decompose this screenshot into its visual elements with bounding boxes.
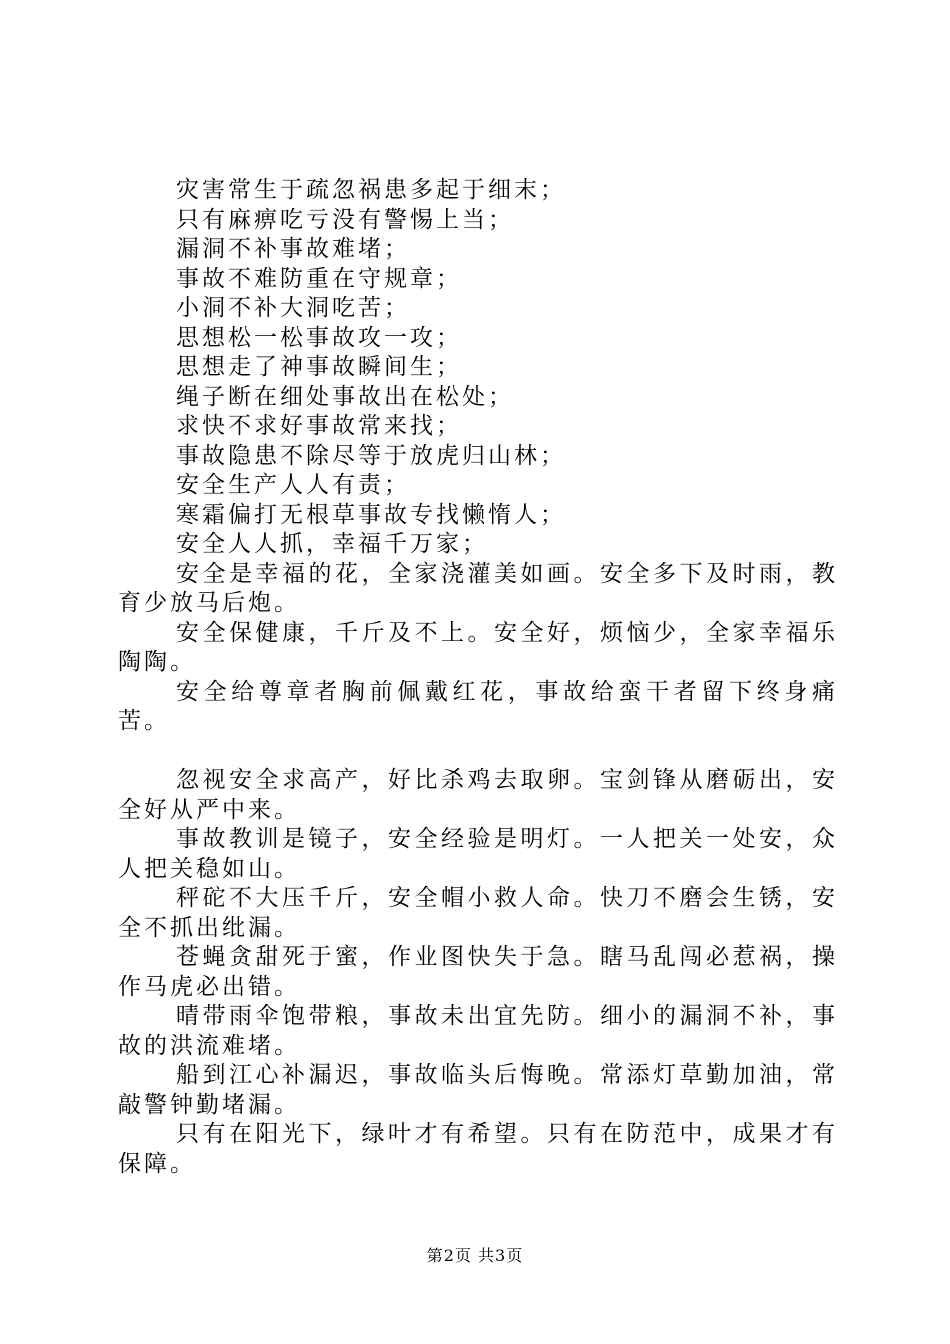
slogan-paragraph: 忽视安全求高产，好比杀鸡去取卵。宝剑锋从磨砺出，安全好从严中来。 xyxy=(118,767,838,823)
slogan-paragraph: 晴带雨伞饱带粮，事故未出宜先防。细小的漏洞不补，事故的洪流难堵。 xyxy=(118,1003,838,1059)
slogan-line: 灾害常生于疏忽祸患多起于细末； xyxy=(176,177,566,203)
slogan-line: 思想松一松事故攻一攻； xyxy=(176,324,462,351)
slogan-line: 只有麻痹吃亏没有警惕上当； xyxy=(176,206,514,233)
slogan-line: 寒霜偏打无根草事故专找懒惰人； xyxy=(176,501,566,528)
slogan-line: 漏洞不补事故难堵； xyxy=(176,236,410,262)
slogan-line: 事故隐患不除尽等于放虎归山林； xyxy=(176,442,566,469)
slogan-line: 求快不求好事故常来找； xyxy=(176,413,462,439)
slogan-line: 绳子断在细处事故出在松处； xyxy=(176,383,514,410)
document-body xyxy=(118,176,838,1179)
slogan-line: 安全生产人人有责； xyxy=(176,472,410,498)
slogan-paragraph: 安全是幸福的花，全家浇灌美如画。安全多下及时雨，教育少放马后炮。 xyxy=(118,560,838,616)
slogan-paragraph: 安全给尊章者胸前佩戴红花，事故给蛮干者留下终身痛苦。 xyxy=(118,678,838,734)
slogan-paragraph: 只有在阳光下，绿叶才有希望。只有在防范中，成果才有保障。 xyxy=(118,1121,838,1177)
slogan-line: 安全人人抓，幸福千万家； xyxy=(176,531,488,557)
page-footer: 第2页 共3页 xyxy=(426,1246,524,1265)
slogan-paragraph: 苍蝇贪甜死于蜜，作业图快失于急。瞎马乱闯必惹祸，操作马虎必出错。 xyxy=(118,944,838,1000)
slogan-paragraph: 安全保健康，千斤及不上。安全好，烦恼少，全家幸福乐陶陶。 xyxy=(118,619,838,675)
slogan-line: 事故不难防重在守规章； xyxy=(176,265,462,292)
slogan-paragraph: 秤砣不大压千斤，安全帽小救人命。快刀不磨会生锈，安全不抓出纰漏。 xyxy=(118,885,838,941)
slogan-paragraph: 船到江心补漏迟，事故临头后悔晚。常添灯草勤加油，常敲警钟勤堵漏。 xyxy=(118,1062,838,1118)
slogan-line: 小洞不补大洞吃苦； xyxy=(176,295,410,321)
slogan-paragraph: 事故教训是镜子，安全经验是明灯。一人把关一处安，众人把关稳如山。 xyxy=(118,826,838,882)
slogan-line: 思想走了神事故瞬间生； xyxy=(176,354,462,380)
blank-line xyxy=(118,737,838,767)
